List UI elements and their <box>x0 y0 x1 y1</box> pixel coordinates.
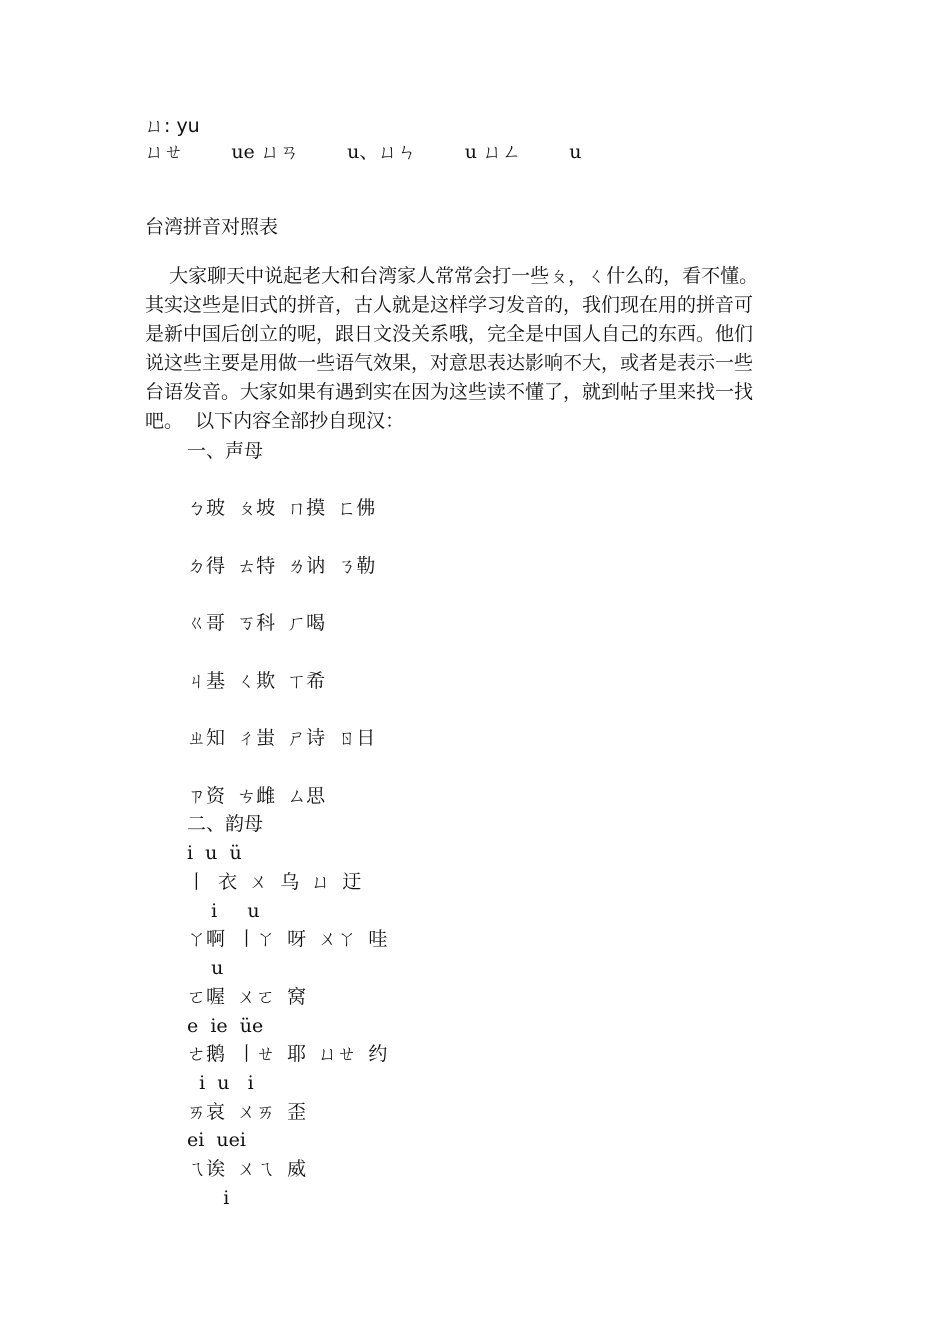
finals-row: ㄚ啊 丨ㄚ 呀 ㄨㄚ 哇 <box>187 928 388 950</box>
finals-row: i u i <box>187 1072 254 1094</box>
initials-row: ㄍ哥 ㄎ科 ㄏ喝 <box>187 612 326 634</box>
finals-row: u <box>187 957 224 979</box>
finals-row: e ie üe <box>187 1015 264 1037</box>
section-heading-finals: 二、韵母 <box>187 813 264 835</box>
finals-row: i <box>187 1187 230 1209</box>
initials-row: ㄐ基 ㄑ欺 ㄒ希 <box>187 670 326 692</box>
intro-line: 是新中国后创立的呢，跟日文没关系哦，完全是中国人自己的东西。他们 <box>145 323 754 345</box>
finals-row: ㄞ哀 ㄨㄞ 歪 <box>187 1101 307 1123</box>
finals-row: ㄟ诶 ㄨㄟ 威 <box>187 1158 307 1180</box>
top-line-yu-finals: ㄩㄝ ue ㄩㄢ u、ㄩㄣ u ㄩㄥ u <box>145 141 582 163</box>
finals-row: ㄛ喔 ㄨㄛ 窝 <box>187 986 307 1008</box>
initials-row: ㄉ得 ㄊ特 ㄌ讷 ㄋ勒 <box>187 555 376 577</box>
finals-row: ㄜ鹅 丨ㄝ 耶 ㄩㄝ 约 <box>187 1043 388 1065</box>
intro-paragraph <box>145 262 805 436</box>
initials-row: ㄗ资 ㄘ雌 ㄙ思 <box>187 785 326 807</box>
initials-row: ㄓ知 ㄔ蚩 ㄕ诗 ㄖ日 <box>187 727 376 749</box>
finals-row: i u <box>187 900 260 922</box>
page-title: 台湾拼音对照表 <box>145 216 279 238</box>
intro-line: 其实这些是旧式的拼音，古人就是这样学习发音的，我们现在用的拼音可 <box>145 294 754 316</box>
intro-line: 大家聊天中说起老大和台湾家人常常会打一些ㄆ，ㄑ什么的，看不懂。 <box>145 265 759 287</box>
finals-row: i u ü <box>187 842 242 864</box>
intro-line: 台语发音。大家如果有遇到实在因为这些读不懂了，就到帖子里来找一找 <box>145 381 754 403</box>
finals-row: ei uei <box>187 1129 246 1151</box>
initials-row: ㄅ玻 ㄆ坡 ㄇ摸 ㄈ佛 <box>187 497 376 519</box>
top-line-yu: ㄩ: yu <box>145 115 200 137</box>
intro-line: 说这些主要是用做一些语气效果，对意思表达影响不大，或者是表示一些 <box>145 352 754 374</box>
section-heading-initials: 一、声母 <box>187 440 264 462</box>
finals-row: 丨 衣 ㄨ 乌 ㄩ 迂 <box>187 871 362 893</box>
intro-line: 吧。 以下内容全部抄自现汉： <box>145 410 405 432</box>
